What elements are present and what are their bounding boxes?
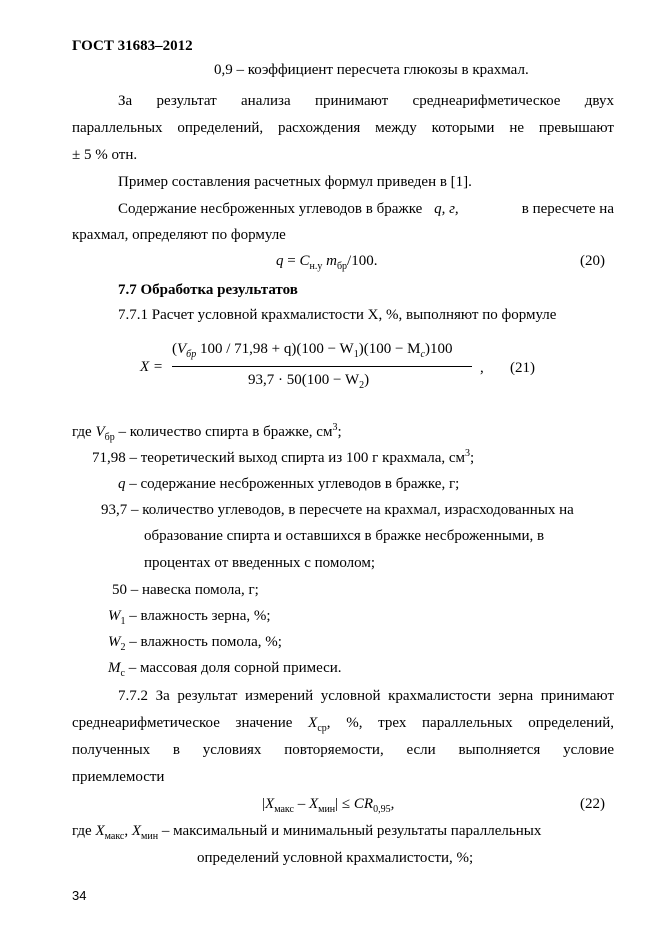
- definition-line: 93,7 – количество углеводов, в пересчете на крахмал, израсходованных на: [101, 502, 574, 518]
- definition-line: $W_1$ – влажность зерна, %;: [108, 608, 271, 627]
- text-fragment: Содержание несброженных углеводов в бражке: [118, 201, 423, 217]
- formula-20: $q = C_{н.у}$ $m_{бр}/100$.: [276, 253, 378, 272]
- text-line: крахмал, определяют по формуле: [72, 227, 286, 243]
- text-fragment: в пересчете на: [521, 201, 614, 217]
- text-line: параллельных определений, расхождения между которыми не превышают: [72, 120, 614, 136]
- text-line: За результат анализа принимают среднеарифметическое двух: [118, 93, 614, 109]
- page-number: 34: [72, 888, 87, 903]
- definition-line: $М_с$ – массовая доля сорной примеси.: [108, 660, 342, 679]
- variable-text: q, г,: [434, 201, 459, 217]
- formula-21-denominator: $93,7 \cdot 50(100 - W_2)$: [248, 372, 370, 391]
- formula-21-numerator: ($V_{бр}$ $100 / 71,98 + q)(100 - W_1)(100 - M_c)100$: [172, 341, 453, 360]
- fraction-bar: [172, 366, 472, 367]
- formula-number: (20): [580, 253, 605, 269]
- definition-line: $W_2$ – влажность помола, %;: [108, 634, 282, 653]
- formula-number: (22): [580, 796, 605, 812]
- text-line: 0,9 – коэффициент пересчета глюкозы в крахмал.: [214, 62, 529, 78]
- section-heading: 7.7 Обработка результатов: [118, 282, 298, 298]
- definition-line: где $X_{макс}$, $X_{мин}$ – максимальный и минимальный результаты параллельных: [72, 823, 542, 842]
- definition-line: 71,98 – теоретический выход спирта из 100 г крахмала, $см^3$;: [92, 448, 475, 466]
- text-line: среднеарифметическое значение $X_{ср}$, %, трех параллельных определений,: [72, 715, 615, 734]
- definition-line: процентах от введенных с помолом;: [144, 555, 376, 571]
- text-line: 7.7.2 За результат измерений условной крахмалистости зерна принимают: [118, 688, 614, 704]
- formula-22: $|X_{макс} - X_{мин}| \le CR_{0,95}$,: [262, 796, 395, 815]
- document-header: ГОСТ 31683–2012: [72, 38, 193, 54]
- text-line: полученных в условиях повторяемости, если выполняется условие: [72, 742, 614, 758]
- definition-line: q – содержание несброженных углеводов в бражке, г;: [118, 476, 460, 492]
- definition-line: определений условной крахмалистости, %;: [197, 850, 474, 866]
- text-line: 7.7.1 Расчет условной крахмалистости X, %, выполняют по формуле: [118, 307, 557, 323]
- text-line: Пример составления расчетных формул приведен в [1].: [118, 174, 472, 190]
- plus-minus-text: ± 5 % отн.: [72, 147, 138, 163]
- definition-line: образование спирта и оставшихся в бражке несброженными, в: [144, 528, 545, 544]
- formula-number: (21): [510, 360, 535, 376]
- formula-21-lhs: X =: [140, 359, 164, 375]
- formula-21-comma: ,: [480, 360, 484, 376]
- text-line: приемлемости: [72, 769, 165, 785]
- text-line: [72, 147, 137, 164]
- definition-line: 50 – навеска помола, г;: [112, 582, 259, 598]
- definition-line: где $V_{бр}$ – количество спирта в бражке, $см^3$;: [72, 422, 342, 443]
- text-line: [118, 201, 614, 218]
